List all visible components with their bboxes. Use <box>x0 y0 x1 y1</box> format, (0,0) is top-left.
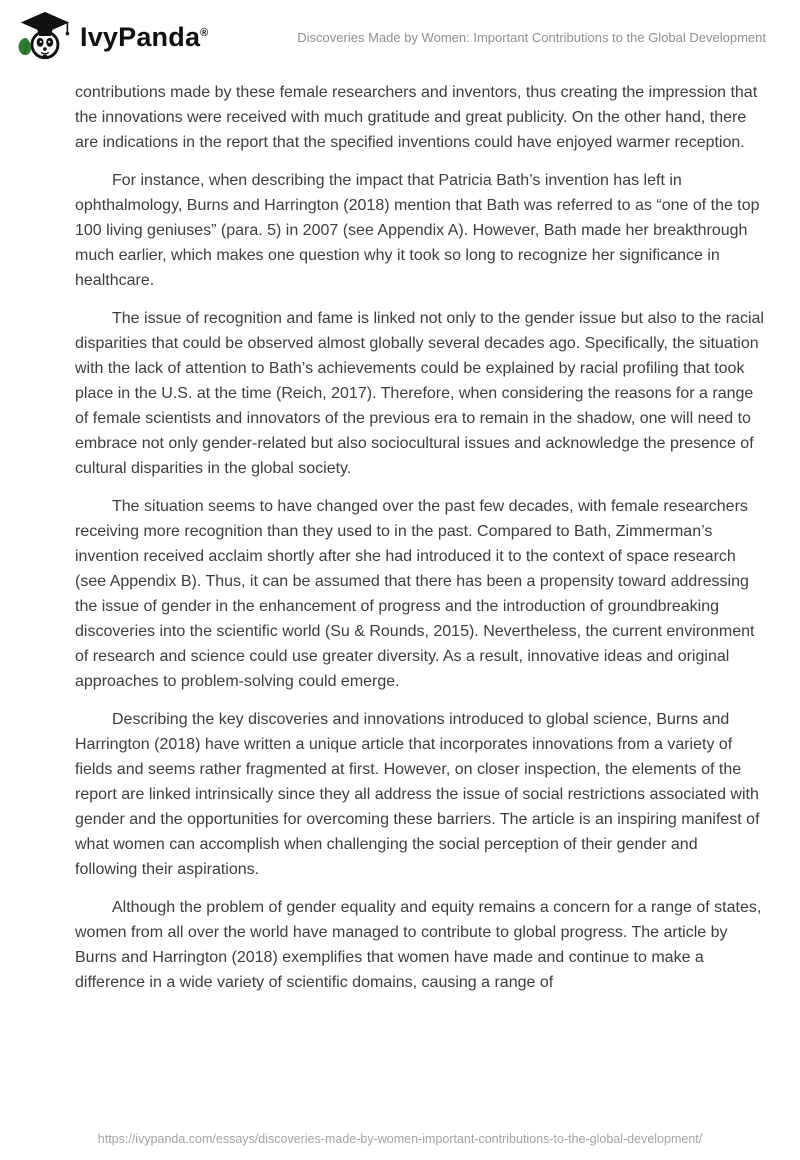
essay-body <box>0 64 800 995</box>
page-header <box>0 0 800 64</box>
paragraph: For instance, when describing the impact that Patricia Bath’s invention has left in ophthalmology, Burns and Harrington (2018) mention that Bath was referred to as “one of the top 100 living geniuses” (para. 5) in 2007 (see Appendix A). However, Bath made her breakthrough much earlier, which makes one question why it took so long to recognize her significance in healthcare. <box>75 172 760 289</box>
paragraph: The situation seems to have changed over the past few decades, with female researchers receiving more recognition than they used to in the past. Compared to Bath, Zimmerman’s invention received acclaim shortly after she had introduced it to the context of space research (see Appendix B). Thus, it can be assumed that there has been a propensity toward addressing the issue of gender in the enhancement of progress and the introduction of groundbreaking discoveries into the scientific world (Su & Rounds, 2015). Nevertheless, the current environment of research and science could use greater diversity. As a result, innovative ideas and original approaches to problem-solving could emerge. <box>75 498 755 690</box>
ivypanda-logo-icon <box>16 10 70 64</box>
paragraph: Describing the key discoveries and innovations introduced to global science, Burns and Harrington (2018) have written a unique article that incorporates innovations from a variety of fields and seems rather fragmented at first. However, on closer inspection, the elements of the report are linked intrinsically since they all address the issue of social restrictions associated with gender and the opportunities for overcoming these barriers. The article is an inspiring manifest of what women can accomplish when challenging the social perception of their gender and following their aspirations. <box>75 711 760 878</box>
registered-mark: ® <box>200 26 209 39</box>
source-url: https://ivypanda.com/essays/discoveries-made-by-women-important-contributions-to-the-global-development/ <box>97 1132 703 1146</box>
paragraph: The issue of recognition and fame is linked not only to the gender issue but also to the racial disparities that could be observed almost globally several decades ago. Specifically, the situation with the lack of attention to Bath’s achievements could be explained by racial profiling that took place in the U.S. at the time (Reich, 2017). Therefore, when considering the reasons for a range of female scientists and innovators of the previous era to remain in the shadow, one will need to embrace not only gender-related but also sociocultural issues and acknowledge the presence of cultural disparities in the global society. <box>75 310 764 477</box>
ivypanda-brand-link[interactable] <box>16 10 208 64</box>
document-title: Discoveries Made by Women: Important Contributions to the Global Development <box>297 29 766 45</box>
paragraph: Although the problem of gender equality and equity remains a concern for a range of states, women from all over the world have managed to contribute to global progress. The article by Burns and Harrington (2018) exemplifies that women have made and continue to make a difference in a wide variety of scientific domains, causing a range of <box>75 899 762 991</box>
paragraph: contributions made by these female researchers and inventors, thus creating the impression that the innovations were received with much gratitude and great publicity. On the other hand, there are indications in the report that the specified inventions could have enjoyed warmer reception. <box>75 84 758 151</box>
brand-name: IvyPanda <box>80 21 201 52</box>
